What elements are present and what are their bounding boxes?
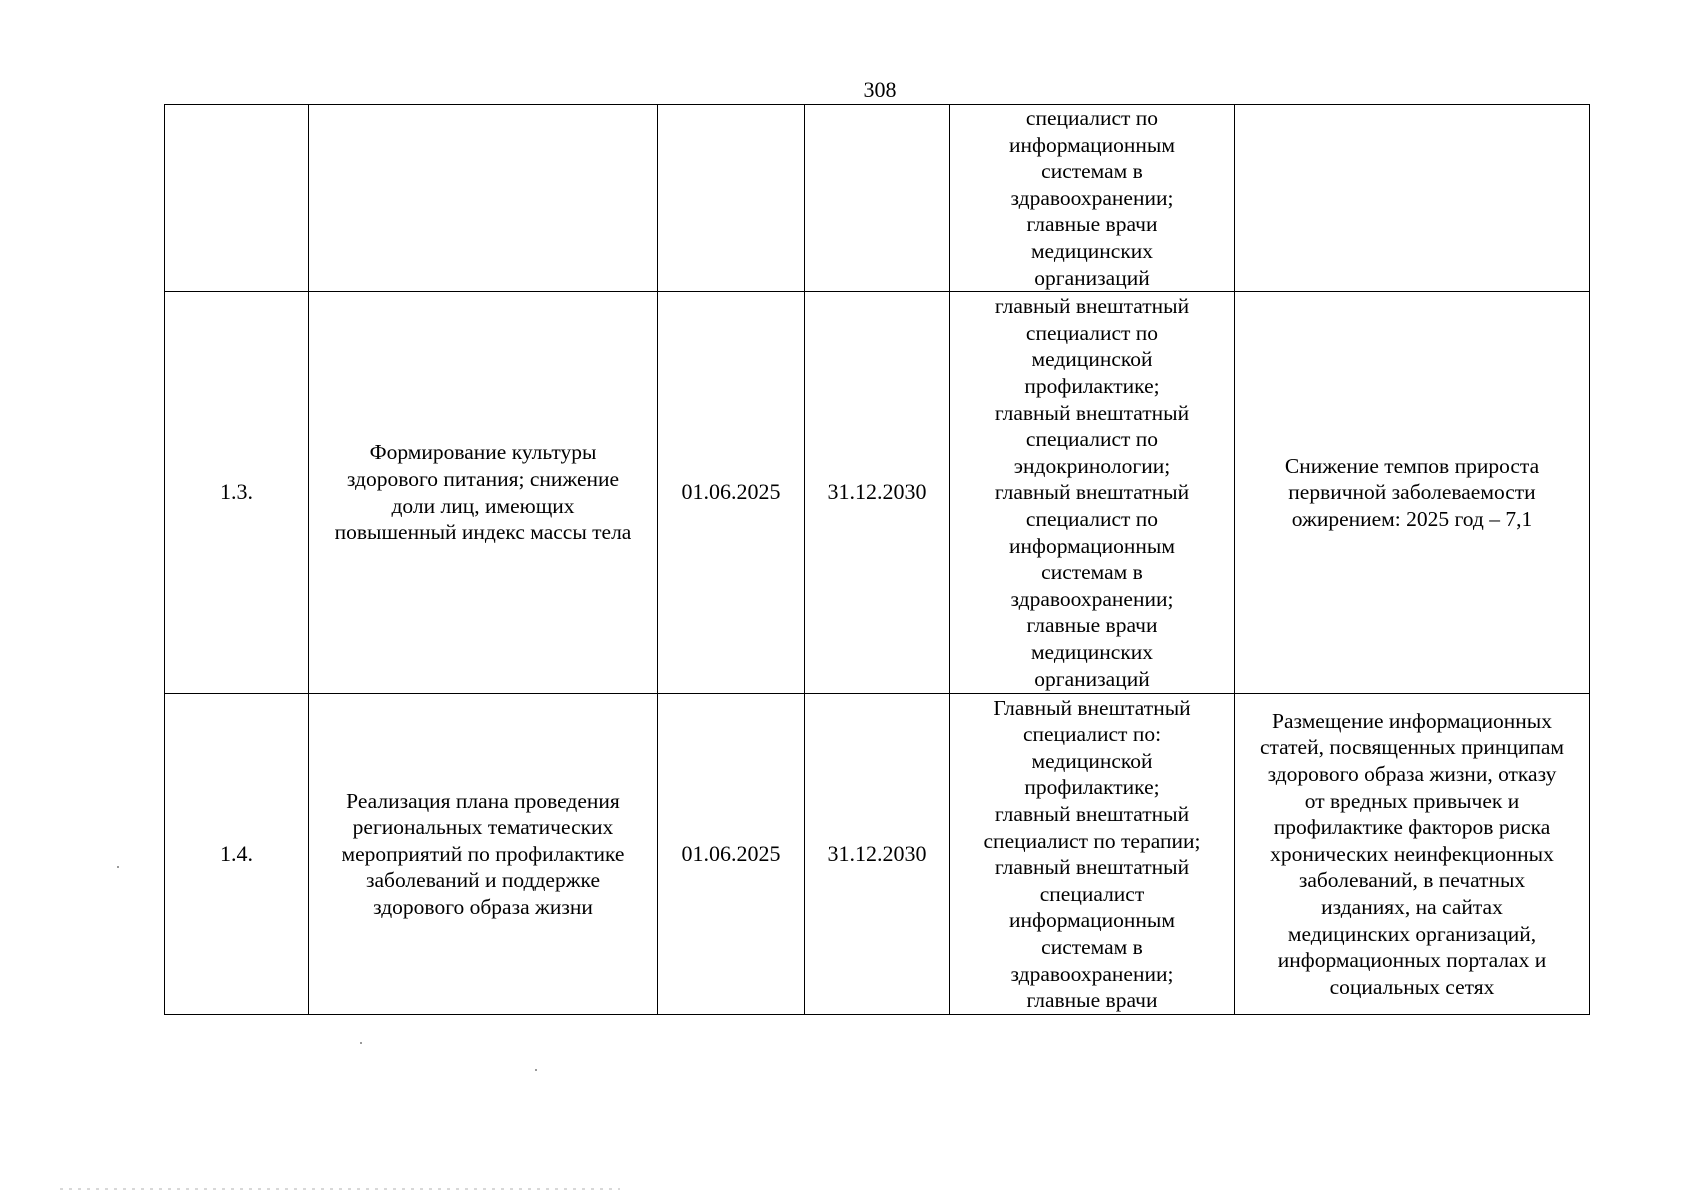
scan-speck xyxy=(535,1069,537,1071)
text-line: главный внештатный xyxy=(994,855,1190,880)
text-line: медицинских xyxy=(1030,639,1154,664)
page-number: 308 xyxy=(863,77,897,102)
text-line: здорового образа жизни xyxy=(373,895,593,920)
text-line: Снижение темпов прироста xyxy=(1284,453,1540,478)
text-line: информационным xyxy=(1009,533,1175,558)
text-line: главный внештатный xyxy=(994,480,1190,505)
text-line: региональных тематических xyxy=(352,815,614,840)
activity-cell xyxy=(309,292,658,694)
activity-cell xyxy=(309,105,658,292)
text-line: медицинской xyxy=(1031,748,1153,773)
text-line: специалист по xyxy=(1025,106,1159,130)
text-line: заболеваний, в печатных xyxy=(1298,868,1526,893)
result-cell xyxy=(1235,694,1590,1015)
responsible-cell xyxy=(950,694,1235,1015)
row-number-cell: 1.4. xyxy=(165,694,309,1015)
text-line: информационным xyxy=(1009,908,1175,933)
text-line: здравоохранении; xyxy=(1010,185,1174,210)
text-line: Размещение информационных xyxy=(1272,708,1552,733)
text-line: специалист по: xyxy=(1022,722,1162,747)
table-row-1-3 xyxy=(165,292,1590,694)
row-number-cell: 1.3. xyxy=(165,292,309,694)
result-cell xyxy=(1235,292,1590,694)
text-line: Формирование культуры xyxy=(369,440,597,465)
end-date-cell xyxy=(805,105,950,292)
text-line: профилактике факторов риска xyxy=(1273,815,1551,840)
text-line: изданиях, на сайтах xyxy=(1321,895,1503,920)
result-cell xyxy=(1235,105,1590,292)
text-line: системам в xyxy=(1041,560,1143,585)
text-line: здорового образа жизни, отказу xyxy=(1267,762,1557,787)
start-date-cell: 01.06.2025 xyxy=(658,292,805,694)
start-date-cell xyxy=(658,105,805,292)
text-line: Главный внештатный xyxy=(993,695,1191,720)
text-line: информационных порталах и xyxy=(1277,948,1547,973)
row-number-cell xyxy=(165,105,309,292)
text-line: медицинских xyxy=(1030,238,1154,263)
text-line: системам в xyxy=(1041,934,1143,959)
activity-cell xyxy=(309,694,658,1015)
text-line: медицинской xyxy=(1031,347,1153,372)
text-line: организаций xyxy=(1034,265,1150,290)
text-line: профилактике; xyxy=(1024,373,1160,398)
text-line: главные врачи xyxy=(1026,212,1158,237)
text-line: заболеваний и поддержке xyxy=(365,868,600,893)
text-line: здорового питания; снижение xyxy=(346,467,620,492)
scan-artifact-line xyxy=(60,1188,620,1190)
text-line: главные врачи xyxy=(1026,613,1158,638)
text-line: эндокринологии; xyxy=(1013,453,1171,478)
text-line: специалист по xyxy=(1025,320,1159,345)
text-line: профилактике; xyxy=(1024,775,1160,800)
end-date-cell: 31.12.2030 xyxy=(805,694,950,1015)
table-row-continuation xyxy=(165,105,1590,292)
scan-speck xyxy=(360,1042,362,1044)
text-line: здравоохранении; xyxy=(1010,586,1174,611)
responsible-cell xyxy=(950,105,1235,292)
text-line: повышенный индекс массы тела xyxy=(334,520,632,545)
text-line: специалист по xyxy=(1025,506,1159,531)
text-line: главные врачи xyxy=(1026,988,1158,1013)
table-row-1-4 xyxy=(165,694,1590,1015)
text-line: ожирением: 2025 год – 7,1 xyxy=(1291,506,1533,531)
text-line: организаций xyxy=(1034,666,1150,691)
text-line: специалист xyxy=(1039,881,1145,906)
text-line: социальных сетях xyxy=(1329,974,1495,999)
text-line: доли лиц, имеющих xyxy=(391,493,575,518)
text-line: главный внештатный xyxy=(994,294,1190,319)
text-line: здравоохранении; xyxy=(1010,961,1174,986)
text-line: системам в xyxy=(1041,159,1143,184)
text-line: информационным xyxy=(1009,132,1175,157)
text-line: мероприятий по профилактике xyxy=(341,841,625,866)
end-date-cell: 31.12.2030 xyxy=(805,292,950,694)
text-line: статей, посвященных принципам xyxy=(1259,735,1565,760)
start-date-cell: 01.06.2025 xyxy=(658,694,805,1015)
text-line: специалист по терапии; xyxy=(983,828,1201,853)
text-line: медицинских организаций, xyxy=(1287,921,1537,946)
text-line: главный внештатный xyxy=(994,801,1190,826)
responsible-cell xyxy=(950,292,1235,694)
text-line: хронических неинфекционных xyxy=(1270,841,1554,866)
activity-plan-table xyxy=(164,104,1590,1015)
text-line: от вредных привычек и xyxy=(1304,788,1520,813)
scan-speck xyxy=(117,866,119,868)
text-line: первичной заболеваемости xyxy=(1288,480,1536,505)
text-line: специалист по xyxy=(1025,427,1159,452)
text-line: главный внештатный xyxy=(994,400,1190,425)
text-line: Реализация плана проведения xyxy=(346,788,620,813)
